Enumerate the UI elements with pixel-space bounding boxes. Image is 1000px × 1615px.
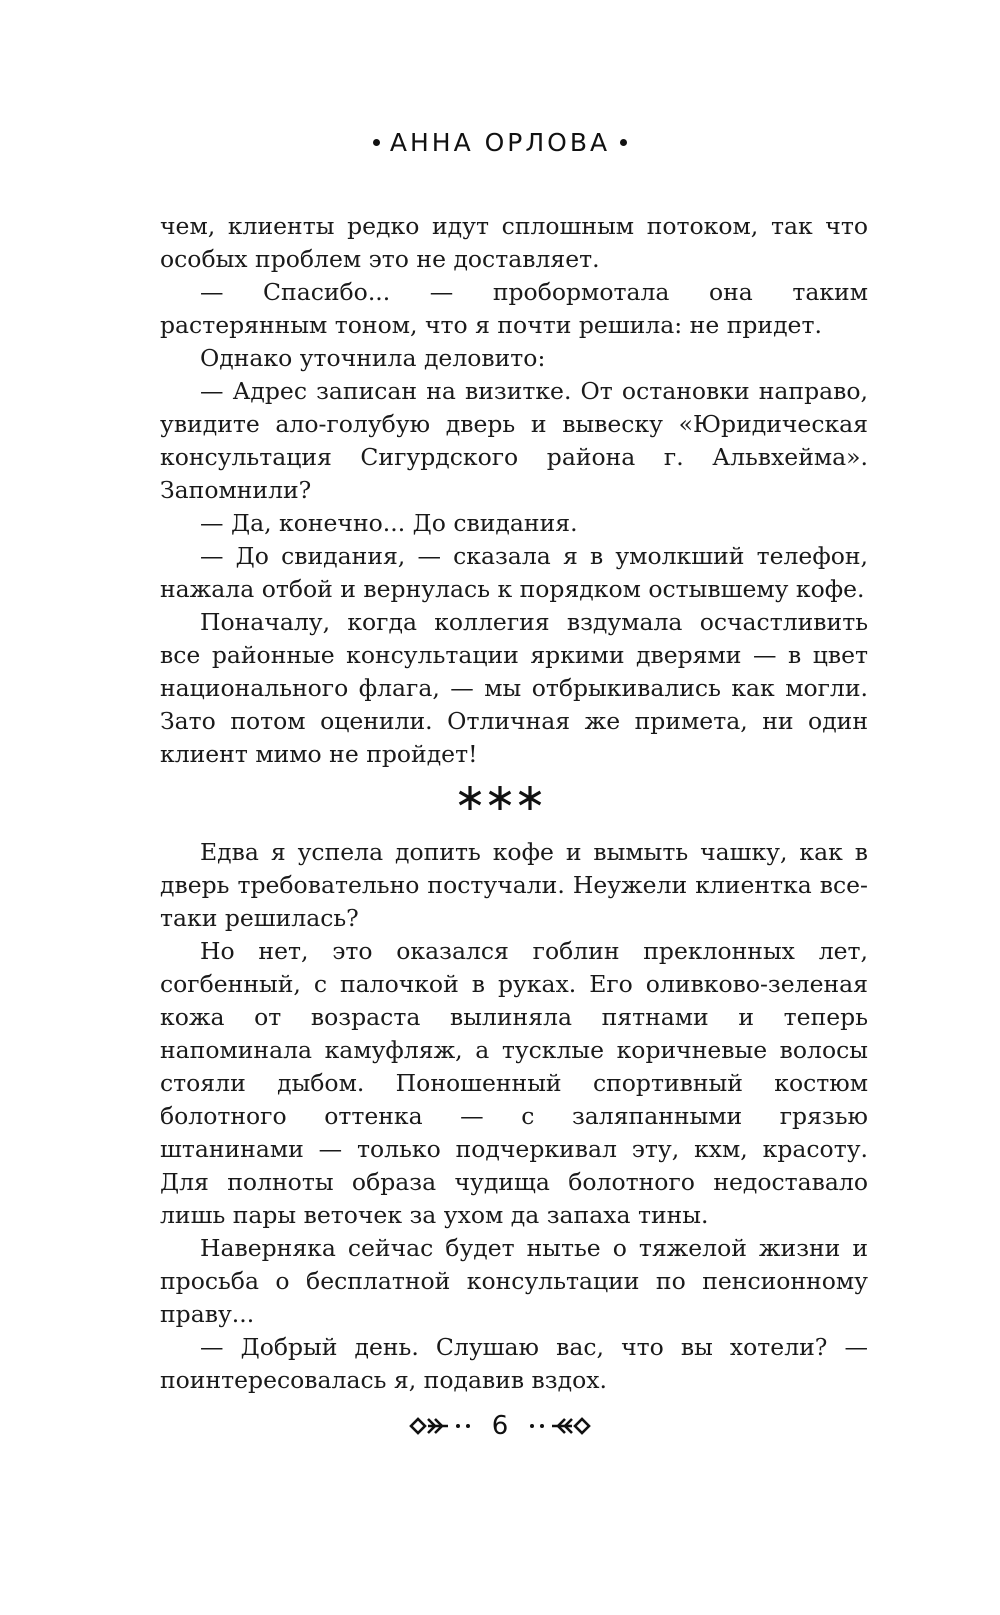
paragraph: Наверняка сейчас будет нытье о тяжелой жизни и просьба о бесплатной консультации по пенсионному праву...	[160, 1234, 868, 1328]
header-author: АННА ОРЛОВА	[389, 128, 611, 157]
paragraph: — Спасибо... — пробормотала она таким растерянным тоном, что я почти решила: не придет.	[160, 278, 868, 339]
page-number: 6	[491, 1411, 509, 1441]
asterisk-icon	[457, 785, 483, 811]
header-dot-right-icon	[620, 139, 627, 146]
paragraph: Едва я успела допить кофе и вымыть чашку, как в дверь требовательно постучали. Неужели клиентка все-таки решилась?	[160, 838, 868, 932]
running-header	[0, 128, 1000, 157]
paragraph: — Добрый день. Слушаю вас, что вы хотели? — поинтересовалась я, подавив вздох.	[160, 1333, 868, 1394]
asterisk-icon	[487, 785, 513, 811]
paragraph: — Да, конечно... До свидания.	[200, 509, 578, 537]
paragraph: — Адрес записан на визитке. От остановки направо, увидите ало-голубую дверь и вывеску «Юридическая консультация Сигурдского района г. Альвхейма». Запомнили?	[160, 377, 868, 504]
asterisk-icon	[517, 785, 543, 811]
ornament-left-icon	[408, 1414, 480, 1438]
header-dot-left-icon	[373, 139, 380, 146]
paragraph: Поначалу, когда коллегия вздумала осчастливить все районные консультации яркими дверями — в цвет национального флага, — мы отбрыкивались как могли. Зато потом оценили. Отличная же примета, ни один клиент мимо не пройдет!	[160, 608, 868, 768]
page-footer	[0, 1406, 1000, 1446]
paragraph: чем, клиенты редко идут сплошным потоком, так что особых проблем это не доставляет.	[160, 212, 868, 273]
ornament-right-icon	[520, 1414, 592, 1438]
scene-break	[0, 778, 1000, 818]
paragraph: Однако уточнила деловито:	[200, 344, 546, 372]
text-block-bottom	[160, 836, 868, 1397]
paragraph: Но нет, это оказался гоблин преклонных лет, согбенный, с палочкой в руках. Его оливково-зеленая кожа от возраста вылиняла пятнами и теперь напоминала камуфляж, а тусклые коричневые волосы стояли дыбом. Поношенный спортивный костюм болотного оттенка — с заляпанными грязью штанинами — только подчеркивал эту, кхм, красоту. Для полноты образа чудища болотного недоставало лишь пары веточек за ухом да запаха тины.	[160, 937, 868, 1229]
paragraph: — До свидания, — сказала я в умолкший телефон, нажала отбой и вернулась к порядком остывшему кофе.	[160, 542, 868, 603]
text-block-top	[160, 210, 868, 771]
